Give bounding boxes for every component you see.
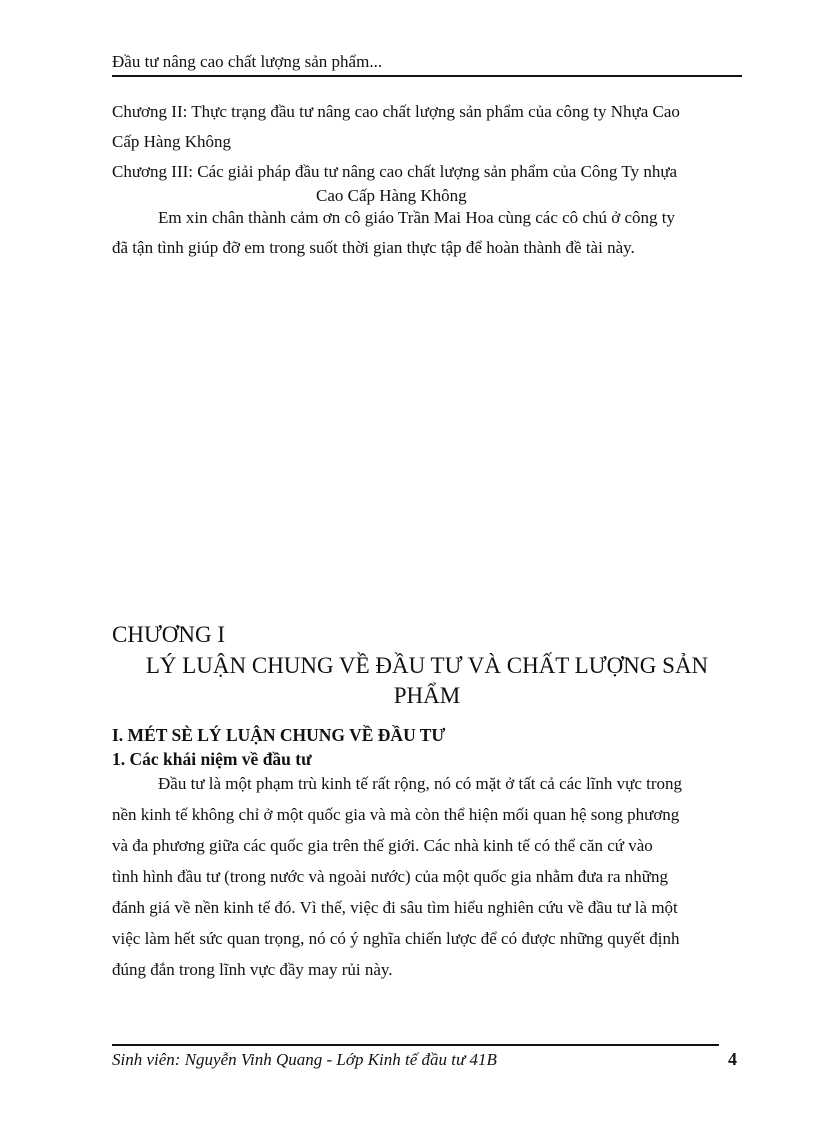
footer-divider (112, 1044, 719, 1046)
paragraph-line: nền kinh tế không chỉ ở một quốc gia và mà còn thể hiện mối quan hệ song phương (112, 805, 680, 824)
chapter-title-line1: LÝ LUẬN CHUNG VỀ ĐẦU TƯ VÀ CHẤT LƯỢNG SẢN (145, 653, 709, 678)
subsection-heading: 1. Các khái niệm về đầu tư (112, 749, 312, 769)
chapter2-summary-line1: Chương II: Thực trạng đầu tư nâng cao chất lượng sản phẩm của công ty Nhựa Cao (112, 102, 680, 121)
header-divider (112, 75, 742, 77)
chapter-number: CHƯƠNG I (112, 622, 226, 647)
chapter2-summary-line2: Cấp Hàng Không (112, 132, 231, 151)
paragraph-line: tình hình đầu tư (trong nước và ngoài nước) của một quốc gia nhằm đưa ra những (112, 867, 668, 886)
chapter3-summary-line2: Cao Cấp Hàng Không (316, 186, 467, 205)
paragraph-line: đúng đắn trong lĩnh vực đầy may rủi này. (112, 960, 393, 979)
paragraph-line: việc làm hết sức quan trọng, nó có ý nghĩa chiến lược để có được những quyết định (112, 929, 680, 948)
chapter-title-line2: PHẨM (393, 683, 461, 708)
page-number: 4 (728, 1049, 737, 1069)
footer-student-info: Sinh viên: Nguyễn Vinh Quang - Lớp Kinh tế đầu tư 41B (112, 1050, 497, 1069)
paragraph-line: đánh giá về nền kinh tế đó. Vì thế, việc đi sâu tìm hiểu nghiên cứu về đầu tư là một (112, 898, 678, 917)
paragraph-line: Đầu tư là một phạm trù kinh tế rất rộng, nó có mặt ở tất cả các lĩnh vực trong (158, 774, 683, 793)
chapter3-summary-line1: Chương III: Các giải pháp đầu tư nâng cao chất lượng sản phẩm của Công Ty nhựa (112, 162, 678, 181)
acknowledgement-line1: Em xin chân thành cảm ơn cô giáo Trần Mai Hoa cùng các cô chú ở công ty (158, 208, 675, 227)
section-heading: I. MÉT SÈ LÝ LUẬN CHUNG VỀ ĐẦU TƯ (112, 725, 446, 745)
paragraph-line: và đa phương giữa các quốc gia trên thế giới. Các nhà kinh tế có thể căn cứ vào (112, 836, 653, 855)
running-header: Đầu tư nâng cao chất lượng sản phẩm... (112, 52, 383, 71)
acknowledgement-line2: đã tận tình giúp đỡ em trong suốt thời gian thực tập để hoàn thành đề tài này. (112, 238, 635, 257)
